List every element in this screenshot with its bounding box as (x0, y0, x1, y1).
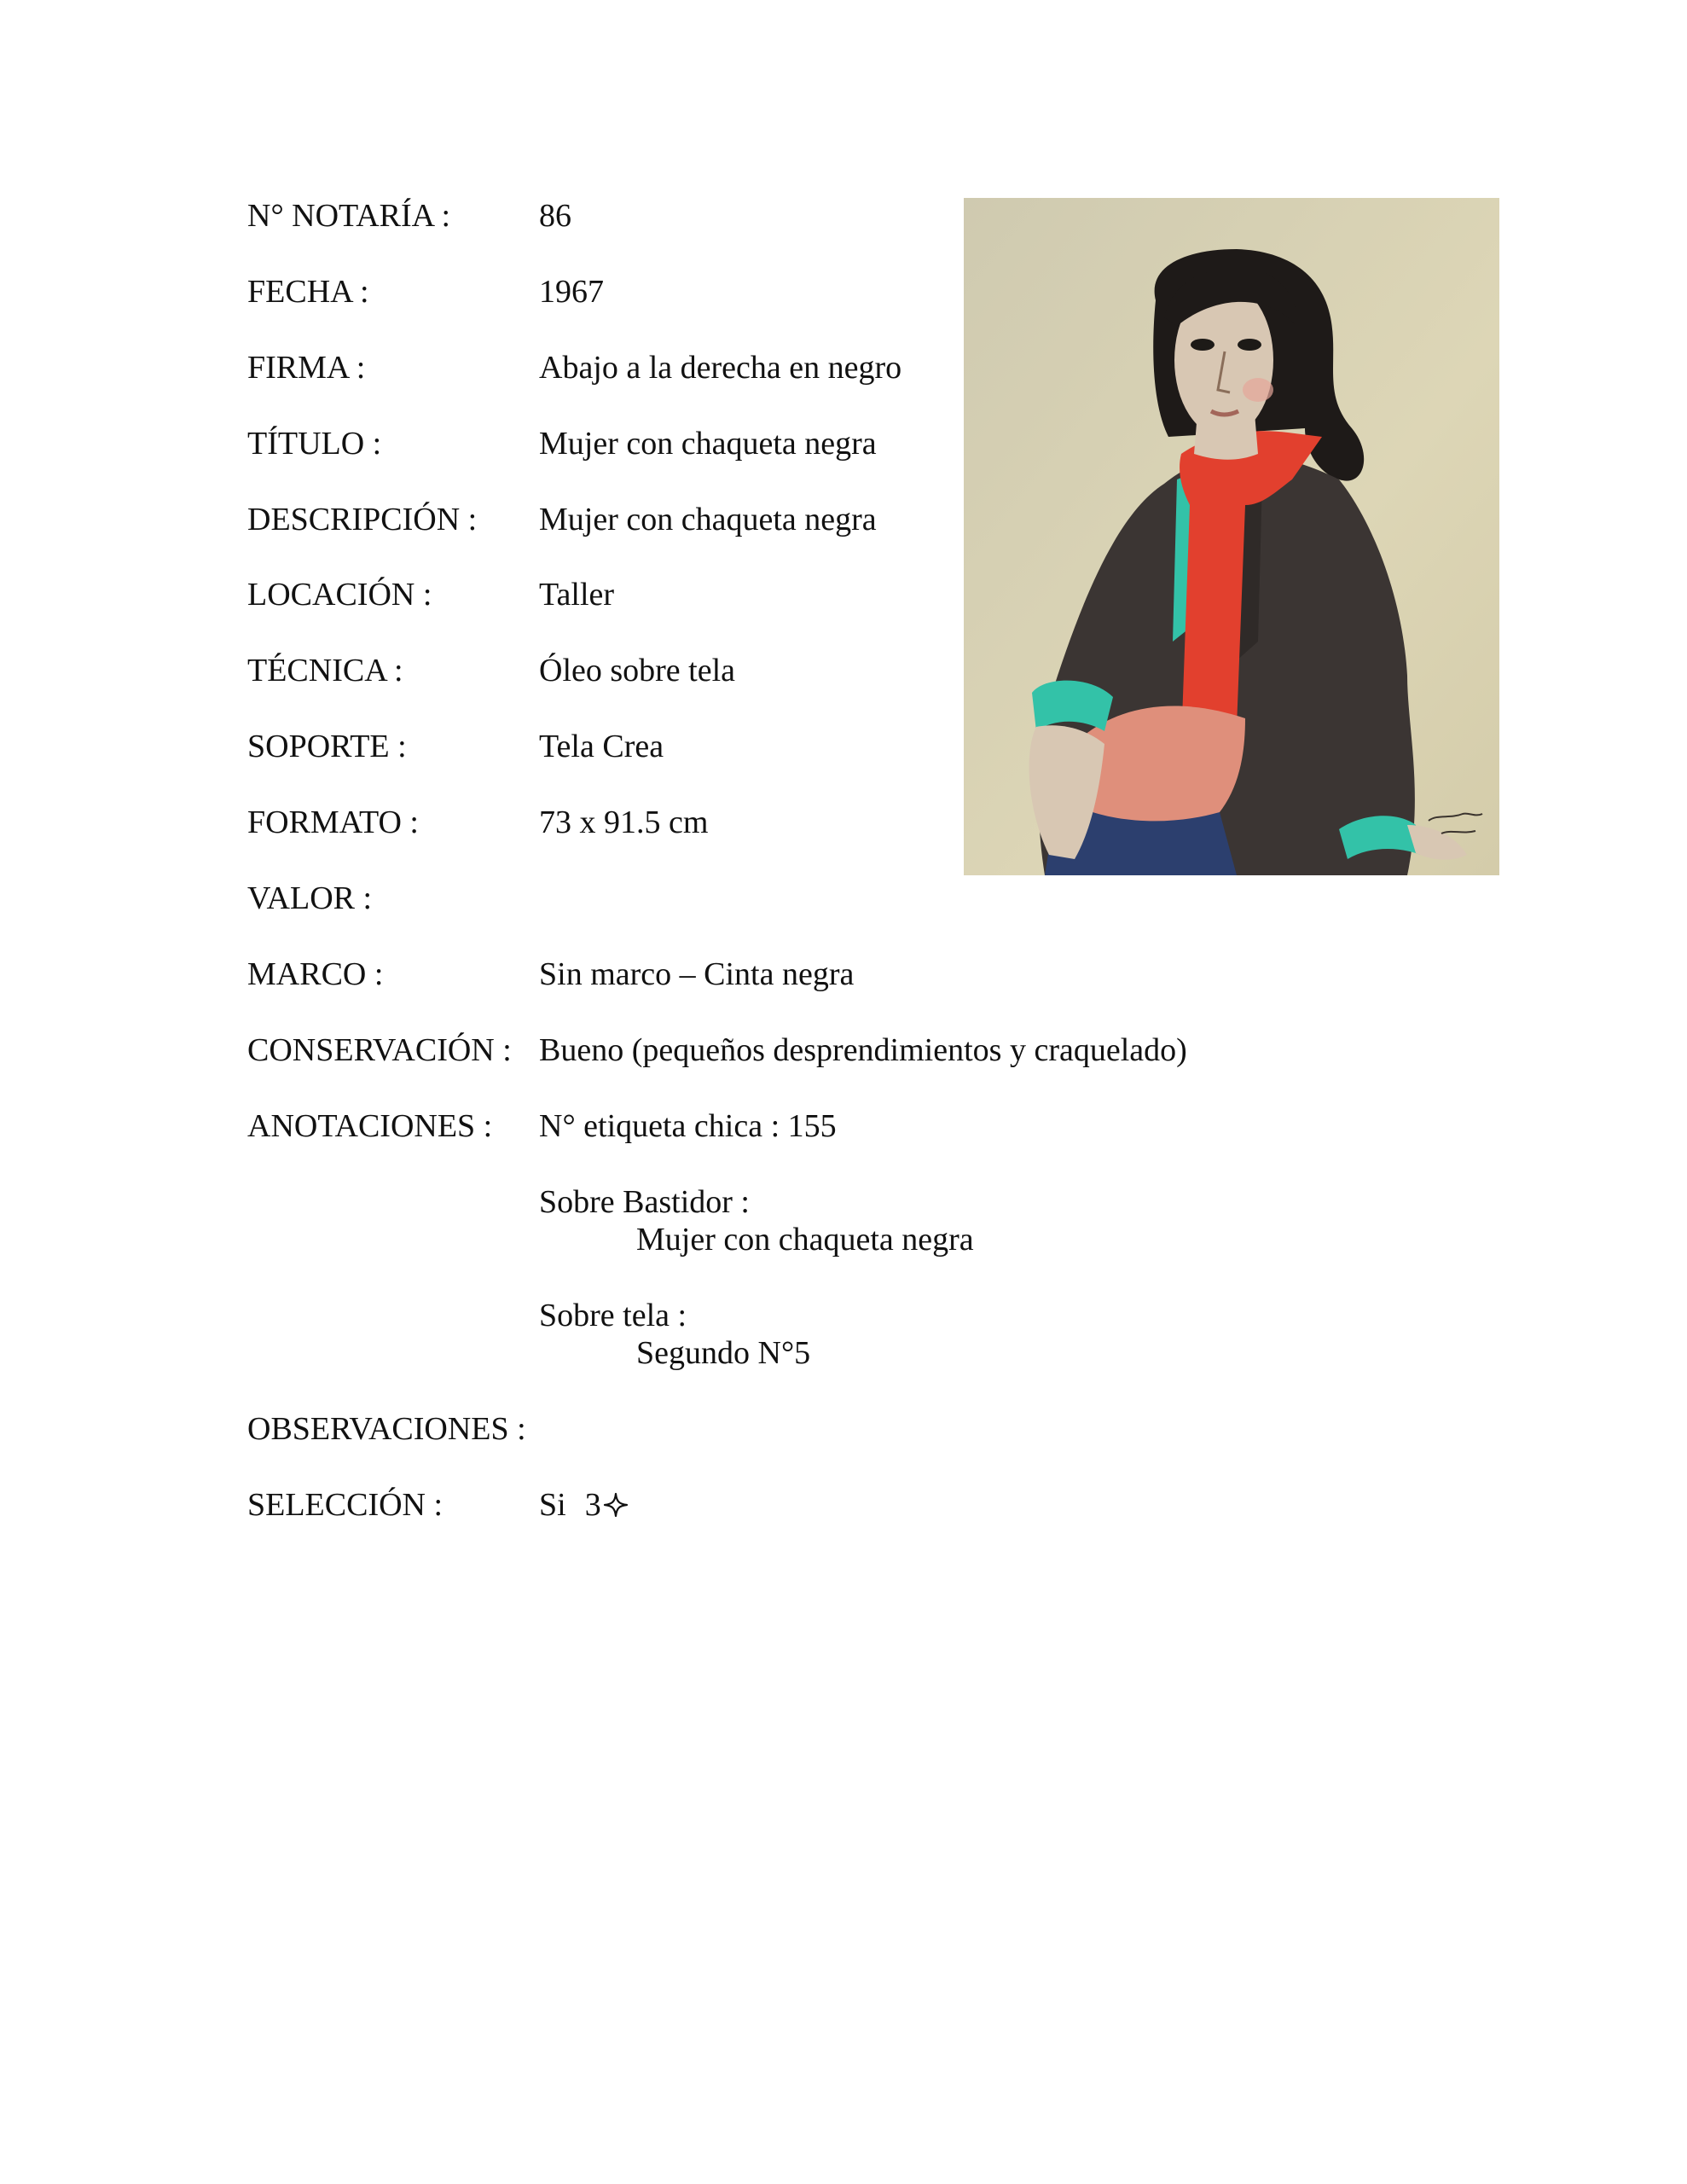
field-value (539, 1485, 629, 1525)
field-label: FORMATO : (247, 804, 419, 840)
field-value: N° etiqueta chica : 155 (539, 1108, 837, 1144)
cheek (1243, 378, 1273, 402)
field-label: FECHA : (247, 274, 369, 310)
field-label: OBSERVACIONES : (247, 1411, 526, 1447)
field-value: Taller (539, 577, 615, 613)
field-value: Sin marco – Cinta negra (539, 956, 855, 992)
annotation-bastidor-text: Mujer con chaqueta negra (636, 1222, 974, 1258)
field-value: Óleo sobre tela (539, 653, 736, 688)
field-value: Abajo a la derecha en negro (539, 350, 902, 386)
field-label: FIRMA : (247, 350, 366, 386)
field-label: ANOTACIONES : (247, 1108, 493, 1144)
field-label: CONSERVACIÓN : (247, 1032, 512, 1068)
field-label: VALOR : (247, 880, 373, 916)
field-label: N° NOTARÍA : (247, 198, 451, 234)
field-value: Mujer con chaqueta negra (539, 426, 877, 462)
field-label: SOPORTE : (247, 729, 407, 764)
selection-rating: 3 (584, 1487, 601, 1523)
field-value: 86 (539, 198, 571, 234)
field-value: 1967 (539, 274, 604, 310)
painting-woman-black-jacket (964, 198, 1499, 875)
annotation-bastidor-heading: Sobre Bastidor : (539, 1184, 750, 1220)
field-label: SELECCIÓN : (247, 1487, 443, 1523)
field-label: DESCRIPCIÓN : (247, 502, 478, 537)
annotation-tela-text: Segundo N°5 (636, 1335, 811, 1371)
field-label: TÍTULO : (247, 426, 382, 462)
eye-right (1238, 339, 1261, 351)
field-value: Tela Crea (539, 729, 664, 764)
field-value: 73 x 91.5 cm (539, 804, 709, 840)
painting-photo (964, 198, 1499, 875)
four-point-star-outline-icon (603, 1492, 629, 1518)
eye-left (1191, 339, 1215, 351)
field-label: LOCACIÓN : (247, 577, 432, 613)
field-label: MARCO : (247, 956, 384, 992)
field-label: TÉCNICA : (247, 653, 403, 688)
field-value: Bueno (pequeños desprendimientos y craquelado) (539, 1032, 1187, 1068)
selection-value: Si (539, 1487, 566, 1523)
field-value: Mujer con chaqueta negra (539, 502, 877, 537)
annotation-tela-heading: Sobre tela : (539, 1298, 687, 1333)
